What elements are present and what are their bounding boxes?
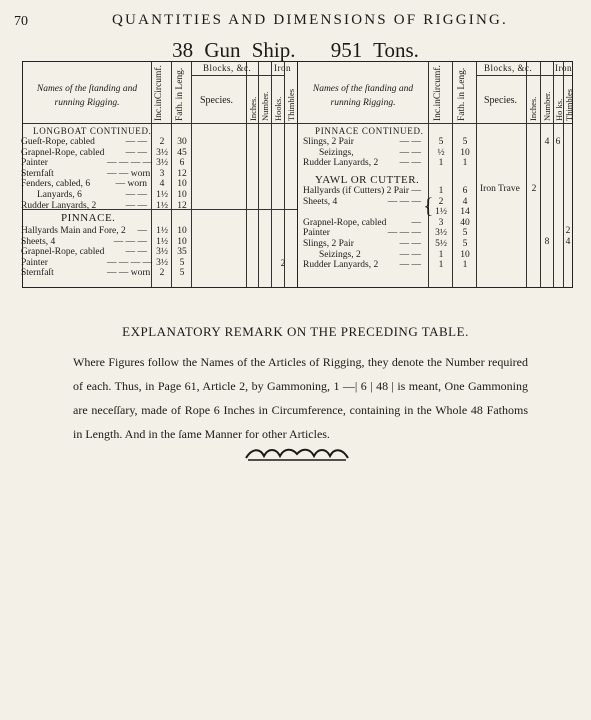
rule	[476, 62, 477, 287]
rigging-name: Sheets, 4	[21, 236, 56, 247]
circumference-value: ½	[437, 147, 445, 158]
rigging-dash: — —	[125, 247, 147, 258]
rule	[191, 75, 284, 76]
header-blocks-right: Blocks, &c.	[484, 63, 533, 73]
rigging-name: Rudder Lanyards, 2	[21, 200, 97, 211]
rigging-dash: —	[137, 226, 147, 236]
circumference-value: 3½	[156, 247, 168, 258]
header-names-right: Names of the ſtanding and running Rigging.	[312, 84, 414, 108]
rigging-dash: — —	[399, 147, 421, 158]
rigging-dash: — — —	[387, 196, 421, 207]
section-heading-pinnace-continued: PINNACE CONTINUED.	[315, 126, 424, 136]
header-circumference-left: Inc.inCircumf.	[154, 65, 164, 121]
rule	[246, 62, 247, 287]
ornament	[242, 444, 352, 466]
header-thimbles-right: Thimbles	[564, 88, 574, 121]
circumference-value: 3½	[156, 158, 168, 169]
circumference-value: 1½	[156, 236, 168, 247]
header-length-left: Fath. in Leng.	[175, 67, 185, 121]
length-value: 5	[462, 239, 468, 249]
rigging-dash: — worn	[115, 179, 147, 190]
circumference-value: 1½	[435, 207, 447, 218]
thimbles-value-2: 4	[565, 237, 571, 247]
circumference-value: 3½	[435, 228, 447, 239]
hooks-value: 8	[544, 237, 550, 247]
circumference-value: 1½	[156, 200, 168, 211]
length-value: 10	[177, 190, 187, 200]
length-value: 5	[462, 228, 468, 239]
rigging-dash: — — —	[113, 236, 147, 247]
left-hooks-value: 2	[280, 259, 286, 269]
rule	[191, 62, 192, 287]
length-value: 4	[462, 196, 468, 207]
length-value: 6	[462, 186, 468, 196]
rigging-dash: —	[411, 217, 421, 228]
rule	[526, 62, 527, 287]
rigging-dash: — — — —	[107, 158, 153, 169]
right-hooks-row1: 4	[544, 137, 550, 147]
rule	[428, 62, 429, 287]
header-iron-left: Iron	[274, 63, 291, 73]
header-inches-right: Inches.	[528, 96, 538, 121]
rigging-dash: —	[411, 186, 421, 196]
rigging-name: Painter	[303, 228, 330, 239]
remark-title: EXPLANATORY REMARK ON THE PRECEDING TABLE.	[122, 324, 469, 339]
rigging-name: Hallyards Main and Fore, 2	[21, 226, 126, 236]
rule	[151, 62, 152, 287]
length-value: 6	[179, 158, 185, 169]
header-hooks-left: Hooks.	[273, 96, 283, 121]
thimbles-value-1: 2	[565, 226, 571, 236]
section-heading-pinnace: PINNACE.	[61, 212, 116, 224]
rigging-dash: — —	[399, 137, 421, 147]
header-number-right: Number.	[542, 91, 552, 121]
sheets-brace: {	[423, 193, 434, 218]
length-value: 40	[460, 217, 470, 228]
rigging-name: Painter	[21, 158, 48, 169]
rigging-dash: — —	[125, 190, 147, 200]
rigging-name: Rudder Lanyards, 2	[303, 260, 379, 271]
length-value: 5	[179, 257, 185, 268]
rigging-name: Painter	[21, 257, 48, 268]
rigging-dash: — — —	[387, 228, 421, 239]
rigging-name: Fenders, cabled, 6	[21, 179, 91, 190]
rigging-table	[22, 61, 573, 288]
section-heading-yawl: YAWL OR CUTTER.	[315, 174, 420, 186]
rule	[452, 62, 453, 287]
circumference-value: 1	[438, 186, 444, 196]
rigging-dash: — — worn	[107, 268, 151, 279]
length-value: 14	[460, 207, 470, 218]
circumference-value: 2	[159, 268, 165, 279]
header-hooks-right: Ho ks.	[554, 98, 564, 121]
circumference-value: 3	[438, 217, 444, 228]
rigging-name: Slings, 2 Pair	[303, 239, 354, 249]
rule	[297, 62, 298, 287]
ornament-flourish	[246, 450, 348, 458]
circumference-value: 1	[438, 260, 444, 271]
rigging-name: Slings, 2 Pair	[303, 137, 354, 147]
rigging-name: Grapnel-Rope, cabled	[21, 247, 105, 258]
circumference-value: 5½	[435, 239, 447, 249]
circumference-value: 1	[438, 249, 444, 260]
rigging-dash: — — worn	[107, 168, 151, 179]
circumference-value: 1	[438, 158, 444, 169]
circumference-value: 1½	[156, 226, 168, 236]
rule	[540, 62, 541, 287]
rule	[476, 75, 572, 76]
header-circumference-right: Inc.inCircumf.	[433, 65, 443, 121]
header-number-left: Number.	[260, 91, 270, 121]
circumference-value: 3½	[156, 147, 168, 158]
section-heading-longboat: LONGBOAT CONTINUED.	[33, 126, 152, 136]
rigging-dash: — —	[399, 239, 421, 249]
length-value: 5	[179, 268, 185, 279]
circumference-value: 2	[438, 196, 444, 207]
rigging-name: Grapnel-Rope, cabled	[303, 217, 387, 228]
circumference-value: 1½	[156, 190, 168, 200]
rigging-dash: — — — —	[107, 257, 153, 268]
header-blocks-left: Blocks, &c.	[203, 63, 252, 73]
circumference-value: 4	[159, 179, 165, 190]
rigging-name: Grapnel-Rope, cabled	[21, 147, 105, 158]
header-rule	[23, 123, 572, 124]
circumference-value: 5	[438, 137, 444, 147]
length-value: 10	[177, 236, 187, 247]
rigging-name: Lanyards, 6	[37, 190, 82, 200]
length-value: 1	[462, 158, 468, 169]
length-value: 35	[177, 247, 187, 258]
rule	[271, 62, 272, 287]
header-iron-right: Iron	[555, 63, 572, 73]
header-thimbles-left: Thimbles	[286, 88, 296, 121]
rigging-dash: — —	[399, 249, 421, 260]
rule	[284, 62, 285, 287]
rigging-name: Seizings,	[319, 147, 354, 158]
number-value: 2	[531, 184, 537, 194]
length-value: 45	[177, 147, 187, 158]
length-value: 10	[460, 147, 470, 158]
circumference-value: 2	[159, 137, 165, 147]
length-value: 5	[462, 137, 468, 147]
rule	[258, 62, 259, 287]
rigging-name: Seizings, 2	[319, 249, 361, 260]
header-names-left: Names of the ſtanding and running Rigging.	[36, 84, 138, 108]
ship-tonnage: 951 Tons.	[330, 38, 419, 62]
header-species-right: Species.	[484, 95, 518, 106]
length-value: 10	[177, 226, 187, 236]
rigging-name: Hallyards (if Cutters) 2 Pair	[303, 186, 410, 196]
header-length-right: Fath. in Leng.	[457, 67, 467, 121]
rigging-name: Sternfaſt	[21, 268, 54, 279]
rigging-dash: — —	[399, 260, 421, 271]
rigging-dash: — —	[125, 200, 147, 211]
header-inches-left: Inches.	[248, 96, 258, 121]
remark-body: Where Figures follow the Names of the Articles of Rigging, they denote the Number required of each. Thus, in Page 61, Article 2, by Gammoning, 1 —| 6 | 48 | is meant, One Gammoning are neceſſary, made of Rope 6 Inches in Circumference, containing in the Whole 48 Fathoms in Length. And in the ſame Manner for other Articles.	[73, 355, 528, 441]
length-value: 10	[177, 179, 187, 190]
length-value: 30	[177, 137, 187, 147]
length-value: 12	[177, 168, 187, 179]
running-head: QUANTITIES AND DIMENSIONS OF RIGGING.	[112, 12, 508, 28]
rigging-name: Gueſt-Rope, cabled	[21, 137, 95, 147]
length-value: 1	[462, 260, 468, 271]
page-number: 70	[14, 14, 28, 29]
length-value: 12	[177, 200, 187, 211]
rule	[171, 62, 172, 287]
right-thimbles-row1: 6	[555, 137, 561, 147]
rigging-name: Sternfaſt	[21, 168, 54, 179]
rigging-dash: — —	[125, 137, 147, 147]
header-species-left: Species.	[200, 95, 234, 106]
rigging-name: Sheets, 4	[303, 196, 338, 207]
ship-class: 38 Gun Ship.	[172, 38, 296, 62]
circumference-value: 3½	[156, 257, 168, 268]
rigging-dash: — —	[399, 158, 421, 169]
rigging-name: Rudder Lanyards, 2	[303, 158, 379, 169]
length-value: 10	[460, 249, 470, 260]
species-value: Iron Trave	[480, 184, 520, 194]
circumference-value: 3	[159, 168, 165, 179]
rigging-dash: — —	[125, 147, 147, 158]
ship-title	[0, 38, 591, 63]
